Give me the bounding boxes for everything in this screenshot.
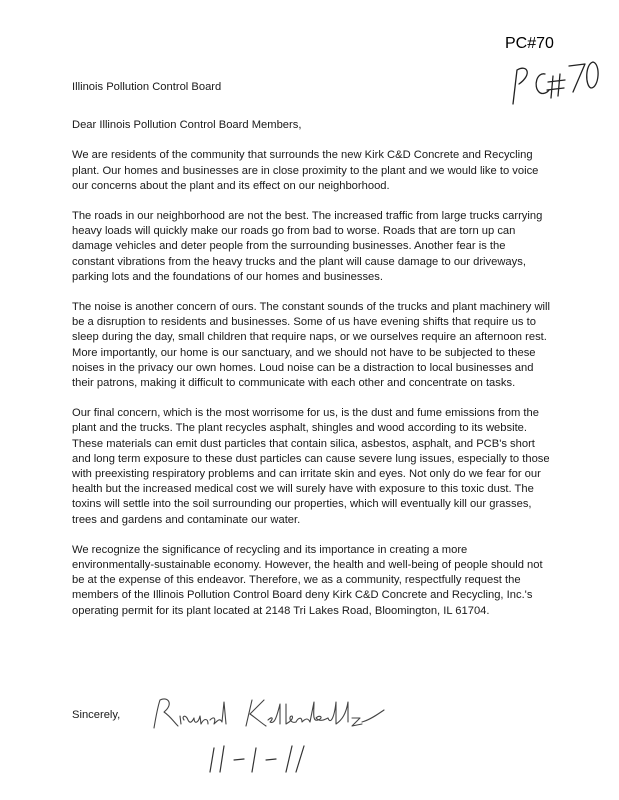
paragraph-noise: The noise is another concern of ours. The constant sounds of the trucks and plant machinery will be a disruption to residents and businesses. Some of us have evening shifts that require us to sleep during the day, small children that require naps, or we ourselves require an afternoon rest. More importantly, our home is our sanctuary, and we should not have to be subjected to these noises in the privacy our own homes. Loud noise can be a distraction to local businesses and their patrons, making it difficult to communicate with each other and concentrate on tasks. — [72, 301, 551, 390]
signature-date — [0, 0, 1, 1]
paragraph-dust: Our final concern, which is the most worrisome for us, is the dust and fume emissions from the plant and the trucks. The plant recycles asphalt, shingles and wood according to its website. These materials can emit dust particles that contain silica, asbestos, asphalt, and PCB's short and long term exposure to these dust particles can cause severe lung issues, especially to those with preexisting respiratory problems and can irritate skin and eyes. Not only do we fear for our health but the increased medical cost we will surely have with exposure to this toxic dust. The toxins will settle into the soil surrounding our properties, which will eventually kill our grasses, trees and gardens and contaminate our water. — [72, 407, 550, 526]
paragraph-roads: The roads in our neighborhood are not the best. The increased traffic from large trucks carrying heavy loads will quickly make our roads go from bad to worse. Roads that are torn up can damage vehicles and deter people from the surrounding businesses. Another fear is the constant vibrations from the heavy trucks and the plant will cause damage to our driveways, parking lots and the foundations of our homes and businesses. — [72, 210, 543, 283]
closing: Sincerely, — [72, 709, 121, 721]
handwritten-date — [200, 738, 330, 778]
pc-number-text: PC#70 — [505, 35, 554, 52]
paragraph-intro: We are residents of the community that surrounds the new Kirk C&D Concrete and Recycling plant. Our homes and businesses are in close proximity to the plant and we would like to voice our concerns about the plant and its effect on our neighborhood. — [72, 149, 539, 192]
handwritten-signature — [148, 692, 388, 736]
paragraph-request: We recognize the significance of recycling and its importance in creating a more environmentally-sustainable economy. However, the health and well-being of people should not be at the expense of this endeavor. Therefore, we as a community, respectfully request the members of the Illinois Pollution Control Board deny Kirk C&D Concrete and Recycling, Inc.'s operating permit for its plant located at 2148 Tri Lakes Road, Bloomington, IL 61704. — [72, 543, 543, 617]
pc-number-label — [0, 0, 1, 1]
signature-name — [0, 0, 1, 1]
addressee: Illinois Pollution Control Board — [72, 81, 222, 93]
letter-body — [72, 80, 550, 619]
salutation: Dear Illinois Pollution Control Board Members, — [72, 119, 302, 132]
